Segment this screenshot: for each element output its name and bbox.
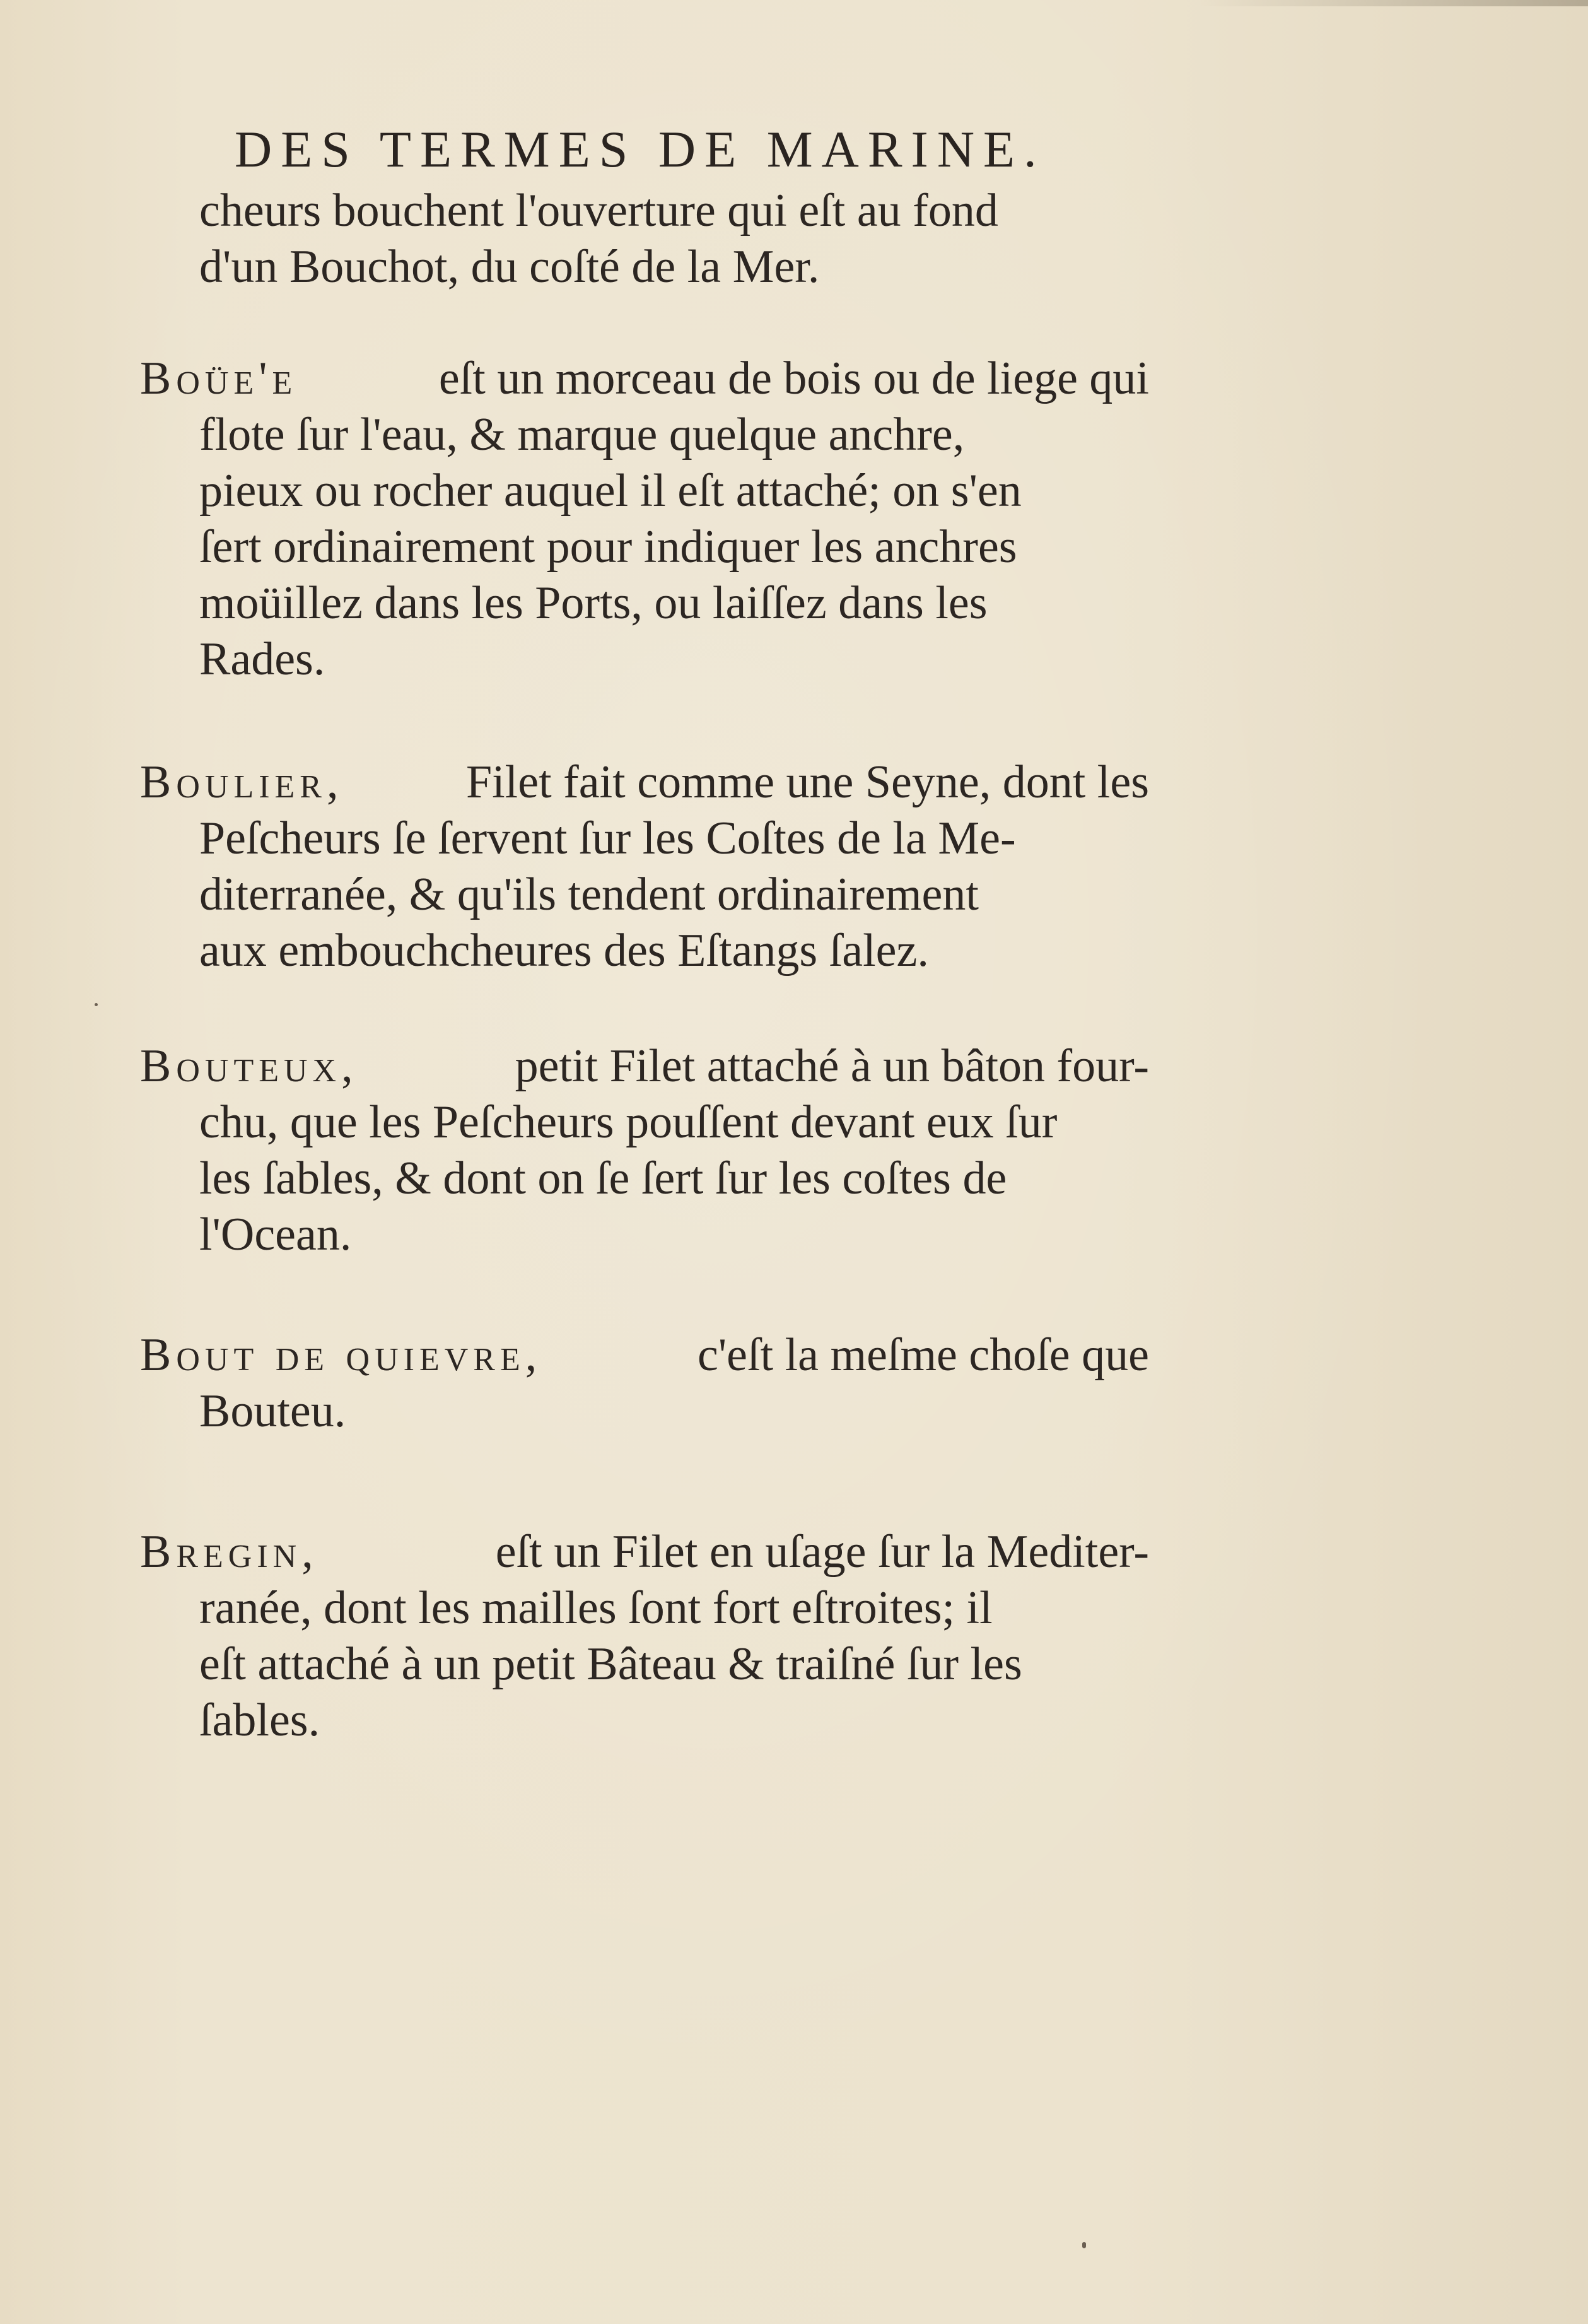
text-line: Bout de quievre, c'eſt la meſme choſe que (140, 1327, 1149, 1383)
running-title: DES TERMES DE MARINE. (235, 120, 1046, 178)
text-line: eſt attaché à un petit Bâteau & traiſné ſur les (199, 1638, 1022, 1690)
paper-speck (1082, 2242, 1086, 2248)
page-edge-shadow (1198, 0, 1588, 6)
text-line: chu, que les Peſcheurs pouſſent devant eux ſur (199, 1096, 1058, 1148)
entry-headword: Bouteux, (140, 1040, 358, 1092)
text-line: ſert ordinairement pour indiquer les anchres (199, 521, 1017, 573)
text-line: Boüe'e eſt un morceau de bois ou de liege qui (140, 351, 1149, 407)
text-line: Peſcheurs ſe ſervent ſur les Coſtes de la Me- (199, 813, 1016, 864)
dictionary-entry (140, 351, 1162, 688)
continued-entry (199, 183, 1164, 295)
text-line: Bouteu. (199, 1385, 346, 1437)
dictionary-entry (140, 1327, 1162, 1440)
dictionary-entry (140, 1038, 1162, 1263)
text-line: l'Ocean. (199, 1209, 352, 1260)
dictionary-entry (140, 1524, 1162, 1749)
entry-headword: Bregin, (140, 1526, 318, 1578)
text-line: Boulier, Filet fait comme une Seyne, dont les (140, 754, 1149, 811)
text-line: moüillez dans les Ports, ou laiſſez dans les (199, 577, 988, 629)
text-line: Rades. (199, 633, 325, 685)
text-line: diterranée, & qu'ils tendent ordinairement (199, 869, 979, 920)
text-line: pieux ou rocher auquel il eſt attaché; on s'en (199, 465, 1022, 517)
text-line: ſables. (199, 1694, 320, 1746)
text-line: d'un Bouchot, du coſté de la Mer. (199, 241, 820, 293)
text-line: Bregin, eſt un Filet en uſage ſur la Mediter- (140, 1524, 1149, 1580)
text-line: les ſables, & dont on ſe ſert ſur les coſtes de (199, 1153, 1007, 1204)
text-line: aux embouchcheures des Eſtangs ſalez. (199, 925, 929, 977)
entry-headword: Boulier, (140, 756, 344, 808)
text-line: cheurs bouchent l'ouverture qui eſt au fond (199, 185, 998, 237)
text-line: ranée, dont les mailles ſont fort eſtroites; il (199, 1582, 993, 1634)
dictionary-entry (140, 754, 1162, 979)
text-line: Bouteux, petit Filet attaché à un bâton four- (140, 1038, 1149, 1095)
paper-speck (95, 1003, 98, 1006)
entry-headword: Bout de quievre, (140, 1329, 542, 1381)
entry-headword: Boüe'e (140, 353, 298, 404)
text-line: flote ſur l'eau, & marque quelque anchre, (199, 409, 965, 461)
